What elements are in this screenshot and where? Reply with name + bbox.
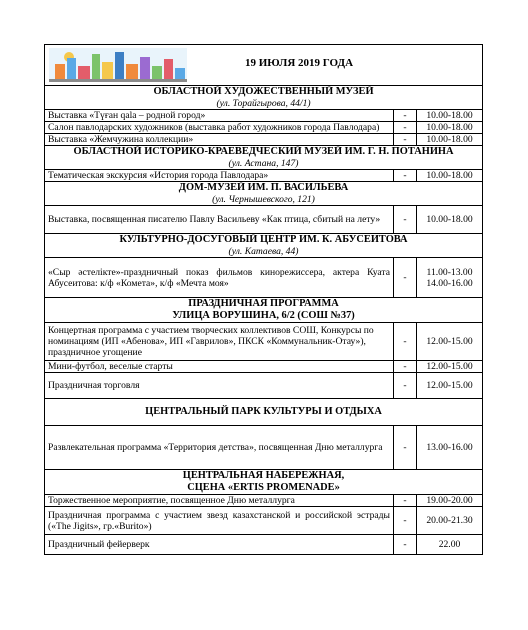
section-subtitle: УЛИЦА ВОРУШИНА, 6/2 (СОШ №37) xyxy=(172,310,355,321)
event-dash: - xyxy=(394,134,417,146)
event-row xyxy=(45,361,483,373)
event-date: 19 ИЮЛЯ 2019 ГОДА xyxy=(245,57,354,69)
event-time: 12.00-15.00 xyxy=(417,361,483,373)
event-dash: - xyxy=(394,110,417,122)
event-row xyxy=(45,535,483,555)
event-text: Развлекательная программа «Территория детства», посвященная Дню металлурга xyxy=(45,426,394,470)
event-text: Мини-футбол, веселые старты xyxy=(45,361,394,373)
event-text: Выставка «Түған qala – родной город» xyxy=(45,110,394,122)
event-text: Праздничная торговля xyxy=(45,373,394,399)
section-title: ЦЕНТРАЛЬНАЯ НАБЕРЕЖНАЯ, xyxy=(182,470,345,481)
event-time: 10.00-18.00 xyxy=(417,122,483,134)
event-time: 12.00-15.00 xyxy=(417,373,483,399)
event-row xyxy=(45,258,483,298)
city-skyline-illustration xyxy=(49,48,187,82)
event-text: Торжественное мероприятие, посвященное Дню металлурга xyxy=(45,495,394,507)
event-text: Выставка, посвященная писателю Павлу Васильеву «Как птица, сбитый на лету» xyxy=(45,206,394,234)
event-row xyxy=(45,170,483,182)
event-dash: - xyxy=(394,206,417,234)
event-dash: - xyxy=(394,535,417,555)
event-row xyxy=(45,495,483,507)
section-address: (ул. Катаева, 44) xyxy=(228,246,299,257)
event-dash: - xyxy=(394,426,417,470)
event-time-second: 14.00-16.00 xyxy=(426,277,473,289)
schedule-table xyxy=(44,44,483,555)
section-title: ДОМ-МУЗЕЙ ИМ. П. ВАСИЛЬЕВА xyxy=(178,182,349,193)
event-row xyxy=(45,206,483,234)
event-text: Концертная программа с участием творческих коллективов СОШ, Конкурсы по номинациям (ИП «Абенова», ИП «Гаврилов», ПКСК «Коммунальник-Отау»), праздничное угощение xyxy=(45,323,394,361)
event-text: Праздничная программа с участием звезд казахстанской и российской эстрады («The Jigits», гр.«Burito») xyxy=(45,507,394,535)
section-title: ОБЛАСТНОЙ ИСТОРИКО-КРАЕВЕДЧЕСКИЙ МУЗЕЙ ИМ. Г. Н. ПОТАНИНА xyxy=(73,146,454,157)
event-row xyxy=(45,122,483,134)
section-subtitle: СЦЕНА «ERTIS PROMENADE» xyxy=(187,482,340,493)
section-header xyxy=(45,399,483,426)
section-header xyxy=(45,298,483,323)
event-time: 10.00-18.00 xyxy=(417,134,483,146)
event-text: Тематическая экскурсия «История города Павлодара» xyxy=(45,170,394,182)
event-row xyxy=(45,373,483,399)
event-row xyxy=(45,507,483,535)
event-time: 12.00-15.00 xyxy=(417,323,483,361)
event-dash: - xyxy=(394,122,417,134)
event-row xyxy=(45,134,483,146)
event-text: Салон павлодарских художников (выставка работ художников города Павлодара) xyxy=(45,122,394,134)
event-dash: - xyxy=(394,258,417,298)
event-dash: - xyxy=(394,323,417,361)
event-text: «Сыр әстелікте»-праздничный показ фильмов кинорежиссера, актера Куата Абусеитова: к/ф «Комета», к/ф «Мечта моя» xyxy=(45,258,394,298)
section-address: (ул. Чернышевского, 121) xyxy=(212,194,315,205)
event-text: Праздничный фейерверк xyxy=(45,535,394,555)
section-header xyxy=(45,470,483,495)
event-time: 11.00-13.00 xyxy=(426,266,473,278)
schedule-sheet xyxy=(44,44,482,555)
section-address: (ул. Астана, 147) xyxy=(228,158,299,169)
event-dash: - xyxy=(394,170,417,182)
event-row xyxy=(45,110,483,122)
event-dash: - xyxy=(394,495,417,507)
section-address: (ул. Торайгырова, 44/1) xyxy=(216,98,311,109)
date-header-row xyxy=(45,45,483,86)
event-dash: - xyxy=(394,361,417,373)
event-time: 10.00-18.00 xyxy=(417,170,483,182)
event-time: 19.00-20.00 xyxy=(417,495,483,507)
section-header xyxy=(45,234,483,258)
event-time: 22.00 xyxy=(417,535,483,555)
event-row xyxy=(45,323,483,361)
section-title: ПРАЗДНИЧНАЯ ПРОГРАММА xyxy=(188,298,339,309)
section-title: КУЛЬТУРНО-ДОСУГОВЫЙ ЦЕНТР ИМ. К. АБУСЕИТОВА xyxy=(119,234,408,245)
section-header xyxy=(45,146,483,170)
event-time: 20.00-21.30 xyxy=(417,507,483,535)
event-text: Выставка «Жемчужина коллекции» xyxy=(45,134,394,146)
section-header xyxy=(45,182,483,206)
event-time: 13.00-16.00 xyxy=(417,426,483,470)
section-title: ОБЛАСТНОЙ ХУДОЖЕСТВЕННЫЙ МУЗЕЙ xyxy=(153,86,374,97)
event-row xyxy=(45,426,483,470)
event-dash: - xyxy=(394,507,417,535)
section-title: ЦЕНТРАЛЬНЫЙ ПАРК КУЛЬТУРЫ И ОТДЫХА xyxy=(145,406,382,417)
event-time: 10.00-18.00 xyxy=(417,206,483,234)
section-header xyxy=(45,86,483,110)
event-time: 10.00-18.00 xyxy=(417,110,483,122)
event-dash: - xyxy=(394,373,417,399)
